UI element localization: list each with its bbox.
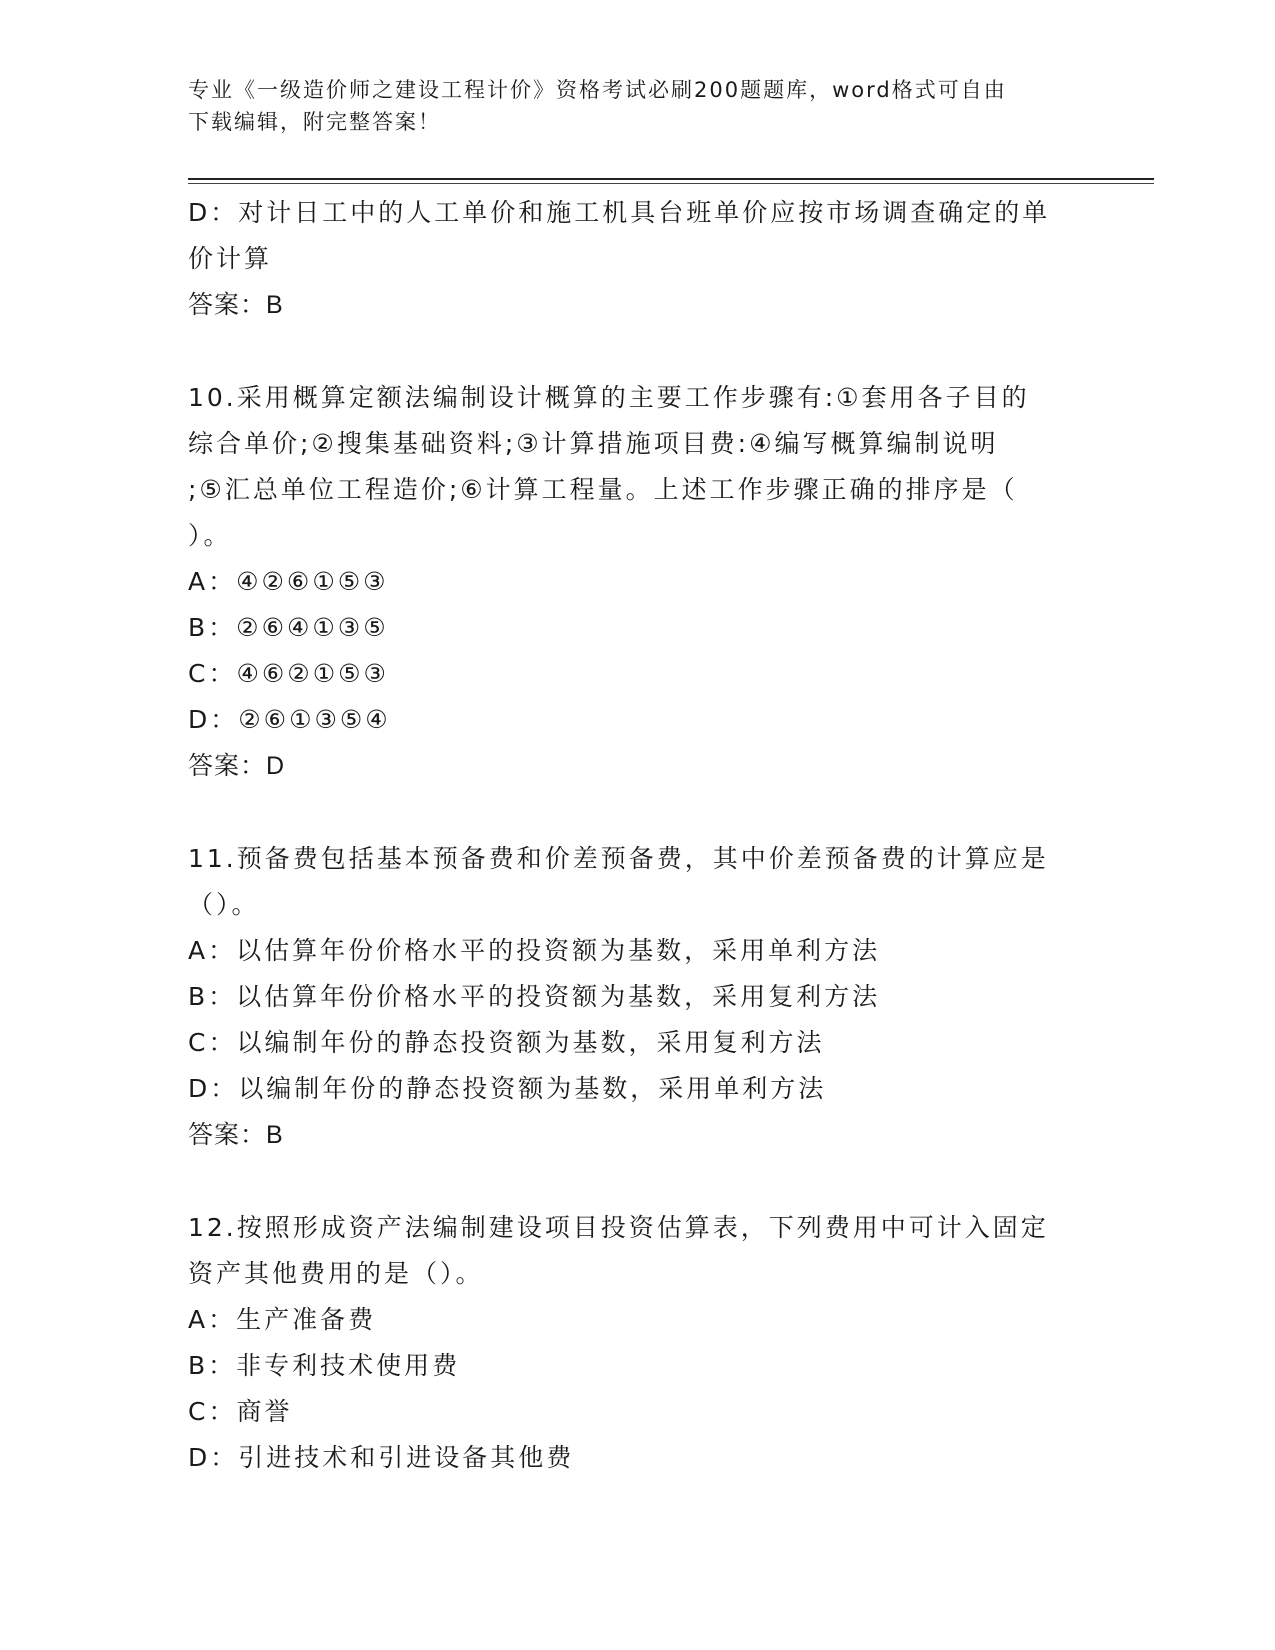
option-c: C：④⑥②①⑤③ xyxy=(188,659,389,688)
question-10 xyxy=(188,375,1088,789)
option-d: D：②⑥①③⑤④ xyxy=(188,705,391,734)
answer: 答案：B xyxy=(188,1121,284,1149)
option-d-continued: 价计算 xyxy=(188,244,273,273)
option-b: B：②⑥④①③⑤ xyxy=(188,613,389,642)
header-title-line-2: 下载编辑，附完整答案！ xyxy=(188,110,441,134)
question-content xyxy=(188,190,1088,1481)
question-stem: 10.采用概算定额法编制设计概算的主要工作步骤有:①套用各子目的 xyxy=(188,383,1030,412)
previous-question-tail xyxy=(188,190,1088,328)
question-stem: 11.预备费包括基本预备费和价差预备费，其中价差预备费的计算应是 xyxy=(188,844,1049,873)
option-a: A：④②⑥①⑤③ xyxy=(188,567,389,596)
header-divider-thick xyxy=(188,178,1154,180)
option-d: D：对计日工中的人工单价和施工机具台班单价应按市场调查确定的单 xyxy=(188,198,1051,227)
answer: 答案：B xyxy=(188,291,284,319)
answer: 答案：D xyxy=(188,752,286,780)
header-divider-thin xyxy=(188,183,1154,184)
question-stem-continued: 资产其他费用的是（）。 xyxy=(188,1259,484,1288)
option-c: C：以编制年份的静态投资额为基数，采用复利方法 xyxy=(188,1028,825,1057)
option-a: A：生产准备费 xyxy=(188,1305,377,1334)
option-d: D：以编制年份的静态投资额为基数，采用单利方法 xyxy=(188,1074,827,1103)
option-c: C：商誉 xyxy=(188,1397,293,1426)
option-d: D：引进技术和引进设备其他费 xyxy=(188,1443,575,1472)
question-stem: 12.按照形成资产法编制建设项目投资估算表，下列费用中可计入固定 xyxy=(188,1213,1049,1242)
question-12 xyxy=(188,1205,1088,1481)
document-header xyxy=(188,74,1088,138)
question-stem-continued: ;⑤汇总单位工程造价;⑥计算工程量。上述工作步骤正确的排序是（ xyxy=(188,475,1018,504)
option-a: A：以估算年份价格水平的投资额为基数，采用单利方法 xyxy=(188,936,881,965)
option-b: B：以估算年份价格水平的投资额为基数，采用复利方法 xyxy=(188,982,881,1011)
header-title-line-1: 专业《一级造价师之建设工程计价》资格考试必刷200题题库，word格式可自由 xyxy=(188,78,1007,102)
option-b: B：非专利技术使用费 xyxy=(188,1351,461,1380)
question-stem-continued: ）。 xyxy=(188,521,232,550)
question-11 xyxy=(188,836,1088,1158)
question-stem-continued: （）。 xyxy=(188,890,260,919)
question-stem-continued: 综合单价;②搜集基础资料;③计算措施项目费:④编写概算编制说明 xyxy=(188,429,999,458)
